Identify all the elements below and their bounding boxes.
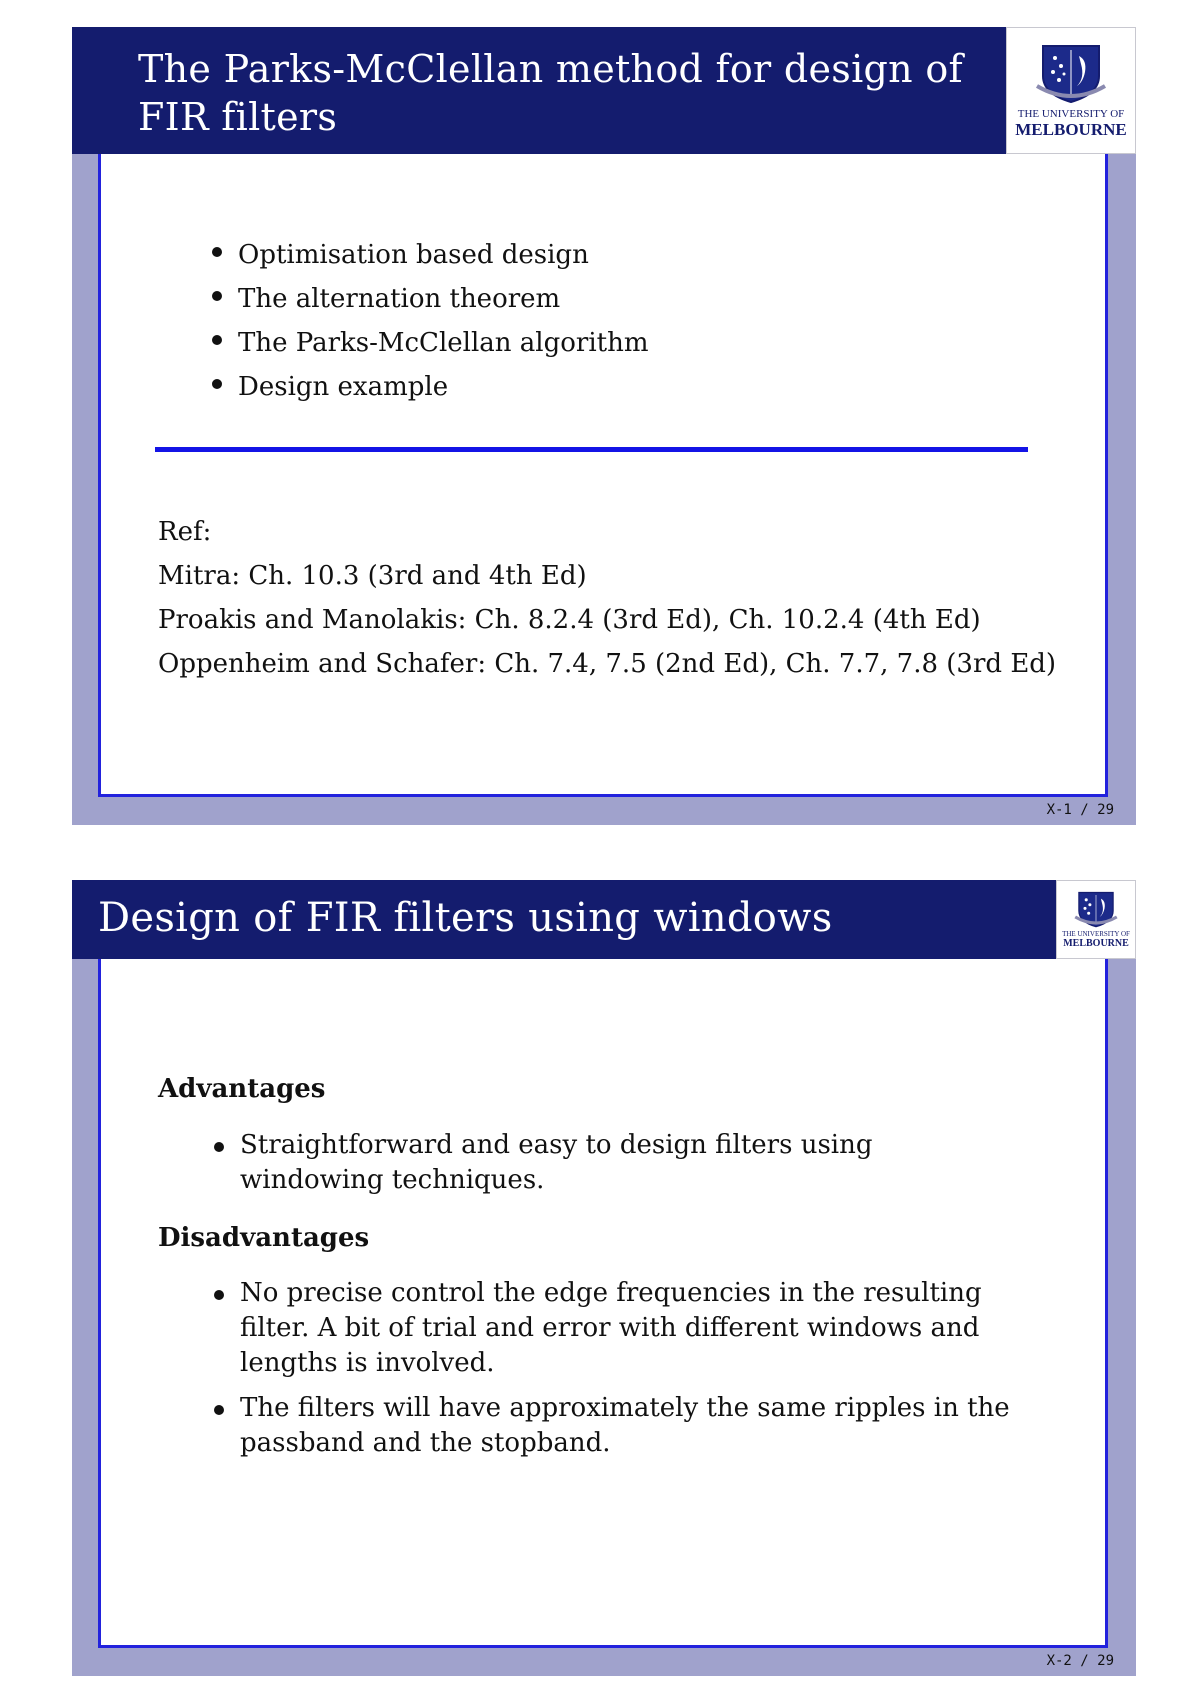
slide-title: Design of FIR filters using windows: [98, 895, 833, 941]
ref-line: Oppenheim and Schafer: Ch. 7.4, 7.5 (2nd Ed), Ch. 7.7, 7.8 (3rd Ed): [158, 649, 1057, 679]
logo-text-line2: MELBOURNE: [1063, 938, 1129, 949]
disadvantages-list: [184, 1276, 1014, 1471]
topic-list: [182, 233, 649, 409]
university-crest-icon: [1035, 42, 1107, 104]
disadvantages-heading: Disadvantages: [158, 1223, 370, 1253]
ref-line: Proakis and Manolakis: Ch. 8.2.4 (3rd Ed), Ch. 10.2.4 (4th Ed): [158, 605, 981, 635]
university-logo: [1056, 880, 1136, 959]
slide-2: [72, 880, 1136, 1676]
slide-1: [72, 27, 1136, 825]
divider: [155, 447, 1028, 452]
list-item: Design example: [182, 365, 649, 409]
ref-label: Ref:: [158, 517, 212, 547]
logo-text-line1: THE UNIVERSITY OF: [1017, 107, 1125, 120]
advantages-list: [184, 1128, 1014, 1208]
page-number: X-2 / 29: [1046, 1653, 1114, 1669]
list-item: No precise control the edge frequencies in the resulting filter. A bit of trial and error with different windows and lengths is involved.: [184, 1276, 1014, 1381]
list-item: Straightforward and easy to design filters using windowing techniques.: [184, 1128, 1014, 1198]
advantages-heading: Advantages: [158, 1074, 326, 1104]
list-item: The alternation theorem: [182, 277, 649, 321]
title-bar: [72, 27, 1006, 154]
list-item: The filters will have approximately the same ripples in the passband and the stopband.: [184, 1391, 1014, 1461]
slide-title: The Parks-McClellan method for design of FIR filters: [138, 47, 963, 139]
logo-text-line2: MELBOURNE: [1015, 119, 1127, 139]
title-bar: [72, 880, 1136, 959]
logo-text-line1: THE UNIVERSITY OF: [1062, 930, 1130, 938]
university-logo: [1006, 27, 1136, 154]
page-number: X-1 / 29: [1046, 802, 1114, 818]
list-item: The Parks-McClellan algorithm: [182, 321, 649, 365]
frame-shadow-bottom: [72, 797, 1136, 825]
slide-frame: [98, 880, 1108, 1648]
ref-line: Mitra: Ch. 10.3 (3rd and 4th Ed): [158, 561, 587, 591]
frame-shadow-bottom: [72, 1648, 1136, 1676]
references: [158, 510, 1056, 686]
frame-shadow-right: [1108, 880, 1136, 1676]
frame-shadow-left: [72, 880, 98, 1676]
university-crest-icon: [1074, 890, 1118, 928]
list-item: Optimisation based design: [182, 233, 649, 277]
